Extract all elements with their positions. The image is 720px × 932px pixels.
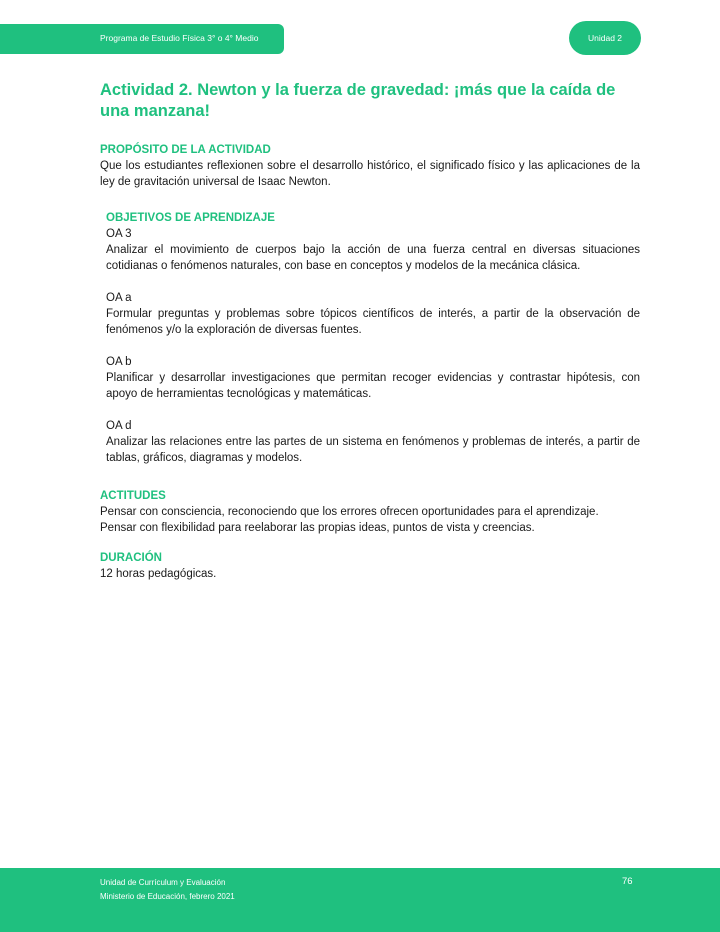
objective-code: OA 3 xyxy=(106,228,132,240)
objective-text: Planificar y desarrollar investigaciones que permitan recoger evidencias y contrastar hipótesis, con apoyo de herramientas tecnológicas y matemáticas. xyxy=(106,372,640,400)
objective-code: OA b xyxy=(106,356,132,368)
activity-title: Actividad 2. Newton y la fuerza de gravedad: ¡más que la caída de una manzana! xyxy=(100,81,616,120)
objectives-heading: OBJETIVOS DE APRENDIZAJE xyxy=(106,212,275,224)
header-bar xyxy=(0,24,284,54)
objective-code: OA d xyxy=(106,420,132,432)
attitude-line: Pensar con consciencia, reconociendo que los errores ofrecen oportunidades para el aprendizaje. xyxy=(100,506,599,518)
purpose-section xyxy=(100,142,640,190)
footer-bar xyxy=(0,868,720,932)
page-number: 76 xyxy=(622,876,633,887)
attitudes-heading: ACTITUDES xyxy=(100,490,166,502)
unit-badge: Unidad 2 xyxy=(569,21,641,55)
objective-item xyxy=(106,354,640,402)
footer-ministry: Ministerio de Educación, febrero 2021 xyxy=(100,892,235,901)
main-content xyxy=(100,80,640,582)
objective-text: Analizar las relaciones entre las partes de un sistema en fenómenos y problemas de interés, a partir de tablas, gráficos, diagramas y modelos. xyxy=(106,436,640,464)
objective-text: Analizar el movimiento de cuerpos bajo la acción de una fuerza central en diversas situaciones cotidianas o fenómenos naturales, con base en conceptos y modelos de la mecánica clásica. xyxy=(106,244,640,272)
purpose-heading: PROPÓSITO DE LA ACTIVIDAD xyxy=(100,144,271,156)
objective-item xyxy=(106,226,640,274)
objective-item xyxy=(106,418,640,466)
footer-unit: Unidad de Currículum y Evaluación xyxy=(100,878,226,887)
duration-text: 12 horas pedagógicas. xyxy=(100,568,217,580)
duration-heading: DURACIÓN xyxy=(100,552,162,564)
attitude-line: Pensar con flexibilidad para reelaborar las propias ideas, puntos de vista y creencias. xyxy=(100,522,535,534)
attitudes-section xyxy=(100,488,640,536)
purpose-text: Que los estudiantes reflexionen sobre el desarrollo histórico, el significado físico y las aplicaciones de la ley de gravitación universal de Isaac Newton. xyxy=(100,160,640,188)
objective-item xyxy=(106,290,640,338)
objective-text: Formular preguntas y problemas sobre tópicos científicos de interés, a partir de la observación de fenómenos y/o la exploración de diversas fuentes. xyxy=(106,308,640,336)
objective-code: OA a xyxy=(106,292,132,304)
program-title: Programa de Estudio Física 3° o 4° Medio xyxy=(100,33,259,43)
objectives-section xyxy=(100,210,640,466)
duration-section xyxy=(100,550,640,582)
